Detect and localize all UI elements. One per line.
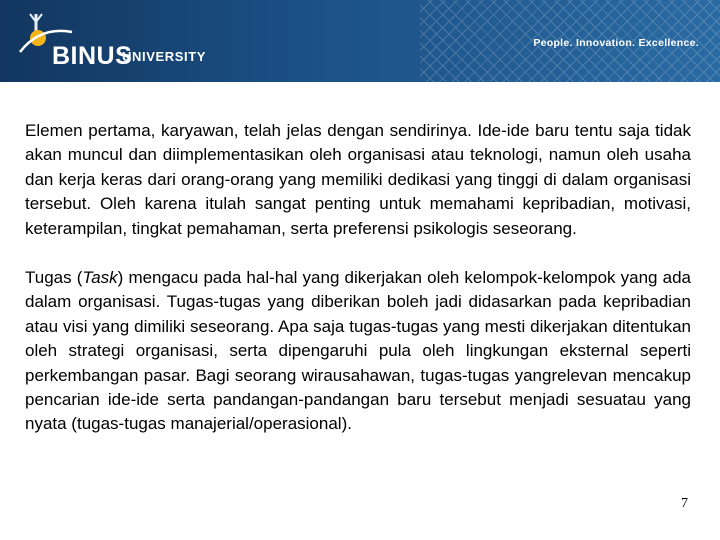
paragraph-tasks-lead: Tugas (	[25, 268, 83, 288]
header-banner	[0, 0, 720, 82]
logo-brand-text: BINUS	[52, 42, 133, 70]
task-term: Task	[82, 268, 118, 288]
paragraph-tasks	[25, 266, 691, 437]
slide-content	[25, 119, 691, 437]
page-number: 7	[681, 496, 688, 511]
paragraph-tasks-body: ) mengacu pada hal-hal yang dikerjakan oleh kelompok-kelompok yang ada dalam organisasi. Tugas-tugas yang diberikan boleh jadi didasarkan pada kepribadian atau visi yang dimiliki seseorang. Apa saja tugas-tugas yang mesti dikerjakan ditentukan oleh strategi organisasi, serta dipengaruhi pula oleh lingkungan eksternal seperti perkembangan pasar. Bagi seorang wirausahawan, tugas-tugas yangrelevan mencakup pencarian ide-ide serta pandangan-pandangan baru tersebut menjadi sesuatau yang nyata (tugas-tugas manajerial/operasional).	[25, 268, 691, 434]
paragraph-employees: Elemen pertama, karyawan, telah jelas dengan sendirinya. Ide-ide baru tentu saja tidak akan muncul dan diimplementasikan oleh organisasi atau teknologi, namun oleh usaha dan kerja keras dari orang-orang yang memiliki dedikasi yang tinggi di dalam organisasi tersebut. Oleh karena itulah sangat penting untuk memahami kepribadian, motivasi, keterampilan, tingkat pemahaman, serta preferensi psikologis seseorang.	[25, 121, 691, 238]
tagline: People. Innovation. Excellence.	[533, 37, 699, 49]
logo-university-text: UNIVERSITY	[122, 49, 207, 64]
